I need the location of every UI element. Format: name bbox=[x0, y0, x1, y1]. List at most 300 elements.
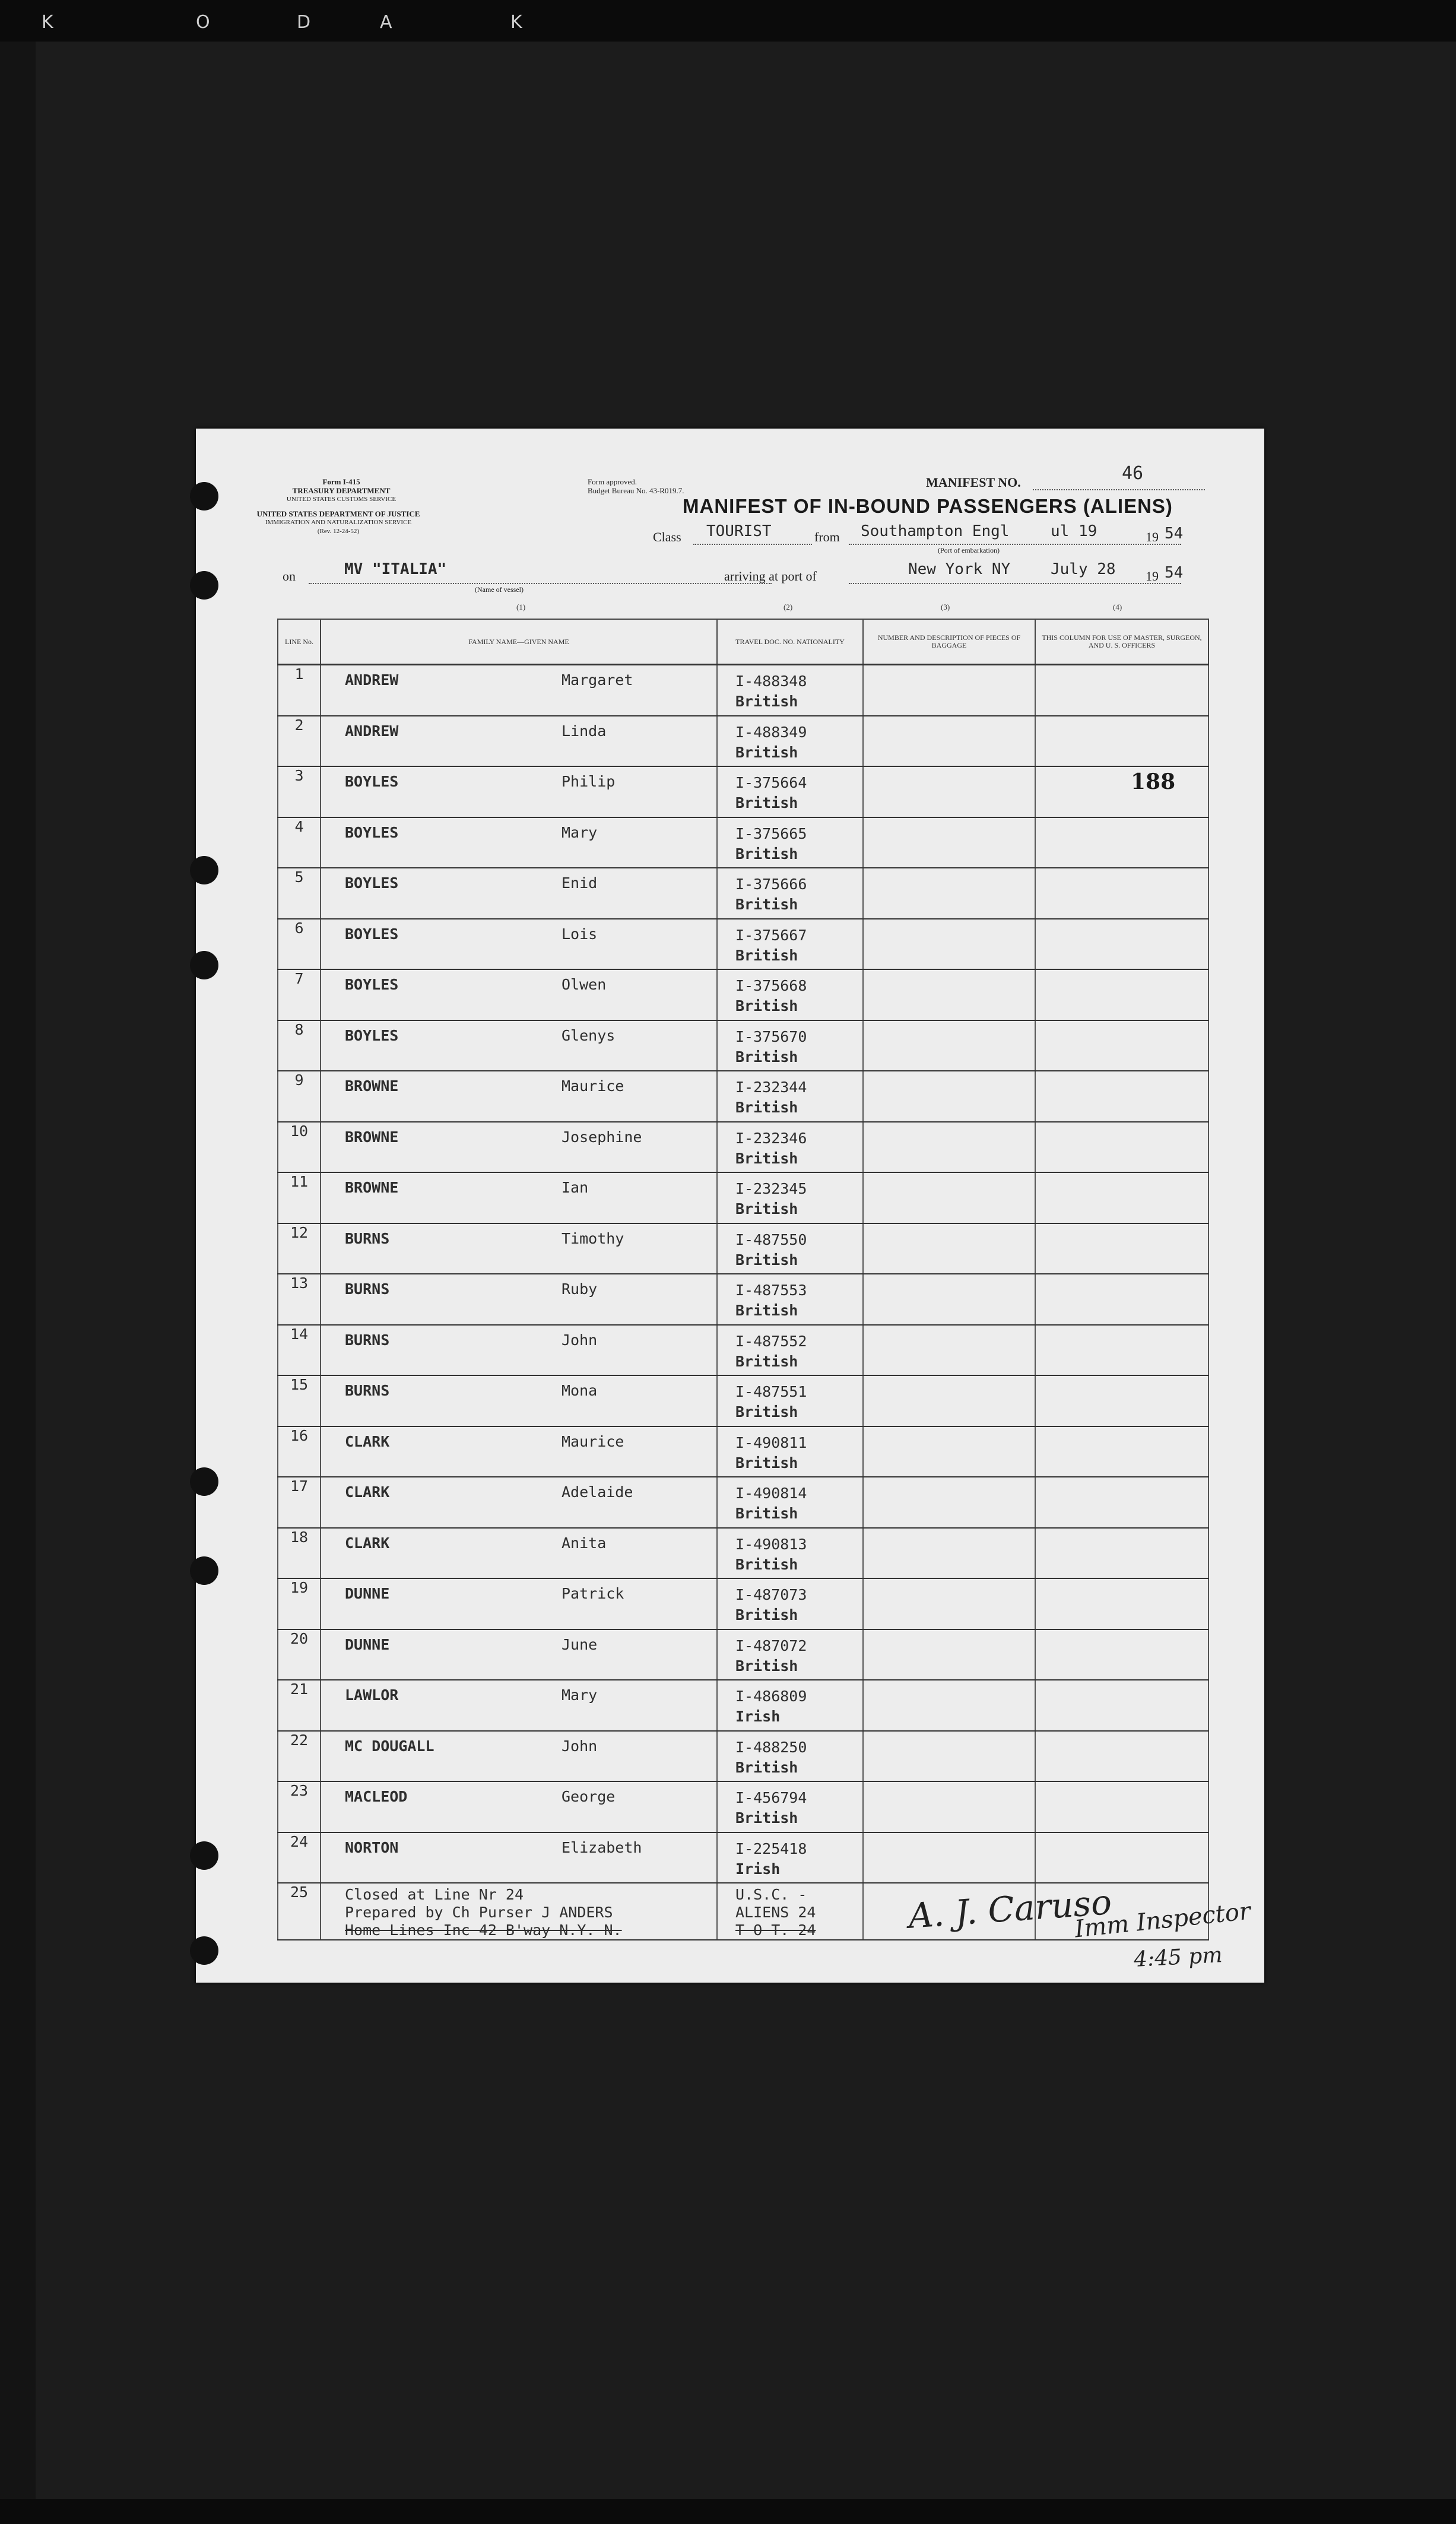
name-cell bbox=[321, 868, 717, 919]
line-number: 24 bbox=[278, 1832, 321, 1884]
travel-doc-no: I-487073 bbox=[735, 1586, 807, 1603]
table-row bbox=[278, 1426, 1208, 1477]
inspector-title: Imm Inspector bbox=[1073, 1897, 1252, 1943]
line-number: 11 bbox=[278, 1172, 321, 1223]
table-row bbox=[278, 716, 1208, 767]
given-name: Josephine bbox=[562, 1128, 642, 1146]
binder-hole bbox=[190, 482, 218, 510]
column-number: (1) bbox=[516, 603, 526, 611]
nationality: British bbox=[735, 743, 798, 761]
travel-doc-no: I-375664 bbox=[735, 774, 807, 791]
nationality: British bbox=[735, 794, 798, 811]
from-port: Southampton Engl bbox=[861, 522, 1010, 540]
line-number: 2 bbox=[278, 716, 321, 767]
officers-cell bbox=[1035, 1477, 1208, 1528]
officers-cell bbox=[1035, 1274, 1208, 1325]
travel-doc-no: I-375665 bbox=[735, 825, 807, 842]
name-cell bbox=[321, 1781, 717, 1832]
baggage-cell bbox=[863, 1274, 1035, 1325]
travel-doc-no: I-488250 bbox=[735, 1738, 807, 1756]
table-row bbox=[278, 1122, 1208, 1173]
doc-cell bbox=[717, 1223, 863, 1274]
baggage-cell bbox=[863, 665, 1035, 716]
table-row bbox=[278, 1274, 1208, 1325]
family-name: DUNNE bbox=[345, 1585, 390, 1602]
line-number: 3 bbox=[278, 766, 321, 817]
name-cell bbox=[321, 919, 717, 970]
table-row bbox=[278, 1832, 1208, 1884]
baggage-cell bbox=[863, 1781, 1035, 1832]
total-aliens: ALIENS 24 bbox=[735, 1904, 816, 1921]
from-date: ul 19 bbox=[1051, 522, 1097, 540]
officers-cell bbox=[1035, 1122, 1208, 1173]
family-name: BROWNE bbox=[345, 1077, 399, 1095]
family-name: BOYLES bbox=[345, 773, 399, 790]
total-usc: U.S.C. - bbox=[735, 1886, 807, 1903]
doc-cell bbox=[717, 1731, 863, 1782]
travel-doc-no: I-487550 bbox=[735, 1231, 807, 1248]
given-name: Philip bbox=[562, 773, 616, 790]
doc-cell bbox=[717, 1578, 863, 1629]
table-row bbox=[278, 1680, 1208, 1731]
arrival-port: New York NY bbox=[908, 560, 1011, 578]
travel-doc-no: I-375670 bbox=[735, 1028, 807, 1045]
baggage-cell bbox=[863, 1731, 1035, 1782]
class-line bbox=[693, 544, 812, 545]
nationality: Irish bbox=[735, 1860, 781, 1878]
doc-cell bbox=[717, 1020, 863, 1071]
family-name: BOYLES bbox=[345, 925, 399, 943]
line-number: 12 bbox=[278, 1223, 321, 1274]
family-name: CLARK bbox=[345, 1483, 390, 1501]
table-row bbox=[278, 969, 1208, 1020]
prepared-by: Prepared by Ch Purser J ANDERS bbox=[345, 1904, 613, 1921]
nationality: British bbox=[735, 997, 798, 1014]
film-mark: O bbox=[196, 12, 212, 33]
travel-doc-no: I-375668 bbox=[735, 977, 807, 994]
officers-cell bbox=[1035, 766, 1208, 817]
film-edge-bottom bbox=[0, 2499, 1456, 2524]
name-cell bbox=[321, 716, 717, 767]
class-value: TOURIST bbox=[706, 522, 772, 540]
doc-cell bbox=[717, 1477, 863, 1528]
name-cell bbox=[321, 1578, 717, 1629]
officers-cell bbox=[1035, 1781, 1208, 1832]
doc-cell bbox=[717, 817, 863, 868]
from-year-label: 19 bbox=[1146, 529, 1159, 544]
class-label: Class bbox=[653, 529, 681, 544]
nationality: British bbox=[735, 1200, 798, 1217]
nationality: Irish bbox=[735, 1708, 781, 1725]
doc-cell bbox=[717, 665, 863, 716]
table-row bbox=[278, 868, 1208, 919]
nationality: British bbox=[735, 1099, 798, 1116]
baggage-cell bbox=[863, 716, 1035, 767]
film-mark: A bbox=[380, 12, 395, 33]
family-name: BOYLES bbox=[345, 976, 399, 993]
line-number: 22 bbox=[278, 1731, 321, 1782]
travel-doc-no: I-375667 bbox=[735, 926, 807, 944]
nationality: British bbox=[735, 1302, 798, 1319]
officers-cell bbox=[1035, 1731, 1208, 1782]
travel-doc-no: I-375666 bbox=[735, 876, 807, 893]
name-cell bbox=[321, 1071, 717, 1122]
given-name: Timothy bbox=[562, 1229, 624, 1247]
doc-cell bbox=[717, 716, 863, 767]
nationality: British bbox=[735, 1555, 798, 1573]
from-line bbox=[849, 544, 1181, 545]
baggage-cell bbox=[863, 1325, 1035, 1376]
table-row bbox=[278, 817, 1208, 868]
nationality: British bbox=[735, 845, 798, 863]
travel-doc-no: I-487551 bbox=[735, 1383, 807, 1400]
form-approved: Form approved. bbox=[588, 477, 637, 486]
given-name: June bbox=[562, 1635, 598, 1653]
family-name: ANDREW bbox=[345, 722, 399, 740]
nationality: British bbox=[735, 1657, 798, 1675]
preparer-cell bbox=[321, 1883, 717, 1940]
line-number: 17 bbox=[278, 1477, 321, 1528]
table-row bbox=[278, 1578, 1208, 1629]
table-row bbox=[278, 665, 1208, 716]
name-cell bbox=[321, 1477, 717, 1528]
line-number: 13 bbox=[278, 1274, 321, 1325]
officers-cell bbox=[1035, 1020, 1208, 1071]
name-cell bbox=[321, 1223, 717, 1274]
travel-doc-no: I-488348 bbox=[735, 673, 807, 690]
nationality: British bbox=[735, 1505, 798, 1522]
film-border-left bbox=[0, 0, 36, 2524]
name-cell bbox=[321, 1426, 717, 1477]
travel-doc-no: I-490813 bbox=[735, 1535, 807, 1553]
baggage-cell bbox=[863, 868, 1035, 919]
name-cell bbox=[321, 1528, 717, 1579]
doc-cell bbox=[717, 1680, 863, 1731]
customs-service: UNITED STATES CUSTOMS SERVICE bbox=[286, 496, 396, 503]
table-row bbox=[278, 1223, 1208, 1274]
name-cell bbox=[321, 1172, 717, 1223]
travel-doc-no: I-490811 bbox=[735, 1434, 807, 1451]
family-name: BURNS bbox=[345, 1382, 390, 1399]
shipping-line: Home Lines Inc 42 B'way N.Y. N. bbox=[345, 1921, 622, 1939]
doc-cell bbox=[717, 1528, 863, 1579]
vessel-name: MV "ITALIA" bbox=[344, 560, 447, 578]
nationality: British bbox=[735, 946, 798, 964]
family-name: BROWNE bbox=[345, 1128, 399, 1146]
baggage-cell bbox=[863, 1629, 1035, 1680]
nationality: British bbox=[735, 1149, 798, 1167]
doc-cell bbox=[717, 1325, 863, 1376]
film-edge-top bbox=[0, 0, 1456, 42]
table-row bbox=[278, 1629, 1208, 1680]
travel-doc-no: I-232346 bbox=[735, 1129, 807, 1147]
family-name: CLARK bbox=[345, 1432, 390, 1450]
doc-cell bbox=[717, 1122, 863, 1173]
baggage-cell bbox=[863, 817, 1035, 868]
budget-bureau: Budget Bureau No. 43-R019.7. bbox=[588, 486, 684, 495]
port-caption: (Port of embarkation) bbox=[938, 546, 1000, 554]
treasury-department: TREASURY DEPARTMENT bbox=[292, 486, 391, 495]
given-name: Mary bbox=[562, 823, 598, 841]
given-name: Glenys bbox=[562, 1026, 616, 1044]
travel-doc-no: I-232344 bbox=[735, 1079, 807, 1096]
baggage-cell bbox=[863, 1426, 1035, 1477]
form-revision: (Rev. 12-24-52) bbox=[317, 528, 360, 535]
film-mark: K bbox=[42, 12, 56, 33]
officers-cell bbox=[1035, 1680, 1208, 1731]
given-name: Adelaide bbox=[562, 1483, 633, 1501]
officers-cell bbox=[1035, 1071, 1208, 1122]
officers-cell bbox=[1035, 817, 1208, 868]
name-cell bbox=[321, 1375, 717, 1426]
family-name: BURNS bbox=[345, 1280, 390, 1298]
binder-hole bbox=[190, 951, 218, 979]
travel-doc-no: I-456794 bbox=[735, 1789, 807, 1806]
col-header-name: FAMILY NAME—GIVEN NAME bbox=[321, 619, 717, 665]
total-tot: T O T. 24 bbox=[735, 1921, 816, 1939]
inspection-time: 4:45 pm bbox=[1133, 1943, 1223, 1972]
binder-hole bbox=[190, 1841, 218, 1870]
column-number: (4) bbox=[1113, 603, 1122, 611]
doc-cell bbox=[717, 1172, 863, 1223]
officers-cell bbox=[1035, 1325, 1208, 1376]
closed-at-line: Closed at Line Nr 24 bbox=[345, 1886, 524, 1903]
form-number: Form I-415 bbox=[322, 477, 360, 486]
given-name: Ruby bbox=[562, 1280, 598, 1298]
from-year-value: 54 bbox=[1165, 525, 1184, 543]
baggage-cell bbox=[863, 1528, 1035, 1579]
col-header-baggage: NUMBER AND DESCRIPTION OF PIECES OF BAGGAGE bbox=[863, 619, 1035, 665]
given-name: John bbox=[562, 1331, 598, 1349]
on-label: on bbox=[283, 569, 296, 584]
table-row bbox=[278, 1781, 1208, 1832]
table-row bbox=[278, 1325, 1208, 1376]
line-number: 20 bbox=[278, 1629, 321, 1680]
given-name: Enid bbox=[562, 874, 598, 892]
family-name: BOYLES bbox=[345, 874, 399, 892]
travel-doc-no: I-487552 bbox=[735, 1332, 807, 1350]
officers-cell bbox=[1035, 665, 1208, 716]
given-name: Ian bbox=[562, 1179, 589, 1196]
line-number: 7 bbox=[278, 969, 321, 1020]
line-number: 19 bbox=[278, 1578, 321, 1629]
vessel-caption: (Name of vessel) bbox=[475, 585, 524, 594]
table-row bbox=[278, 1172, 1208, 1223]
doc-cell bbox=[717, 868, 863, 919]
totals-cell bbox=[717, 1883, 863, 1940]
doc-cell bbox=[717, 1274, 863, 1325]
doc-cell bbox=[717, 919, 863, 970]
baggage-cell bbox=[863, 766, 1035, 817]
binder-hole bbox=[190, 571, 218, 600]
form-agency-block bbox=[267, 477, 415, 504]
line-number: 14 bbox=[278, 1325, 321, 1376]
officers-cell bbox=[1035, 919, 1208, 970]
table-row bbox=[278, 1375, 1208, 1426]
family-name: MC DOUGALL bbox=[345, 1737, 434, 1755]
nationality: British bbox=[735, 1048, 798, 1066]
doc-cell bbox=[717, 1071, 863, 1122]
baggage-cell bbox=[863, 1477, 1035, 1528]
nationality: British bbox=[735, 693, 798, 710]
baggage-cell bbox=[863, 1223, 1035, 1274]
film-mark: D bbox=[297, 12, 313, 33]
name-cell bbox=[321, 969, 717, 1020]
baggage-cell bbox=[863, 1071, 1035, 1122]
given-name: Elizabeth bbox=[562, 1838, 642, 1856]
table-row bbox=[278, 1071, 1208, 1122]
nationality: British bbox=[735, 1403, 798, 1420]
table-row bbox=[278, 919, 1208, 970]
doc-cell bbox=[717, 1781, 863, 1832]
given-name: Anita bbox=[562, 1534, 607, 1552]
col-header-doc: TRAVEL DOC. NO. NATIONALITY bbox=[717, 619, 863, 665]
given-name: Linda bbox=[562, 722, 607, 740]
officers-cell bbox=[1035, 1223, 1208, 1274]
line-number: 8 bbox=[278, 1020, 321, 1071]
line-number: 1 bbox=[278, 665, 321, 716]
binder-hole bbox=[190, 856, 218, 884]
line-number: 15 bbox=[278, 1375, 321, 1426]
travel-doc-no: I-486809 bbox=[735, 1688, 807, 1705]
given-name: Olwen bbox=[562, 976, 607, 993]
line-number: 9 bbox=[278, 1071, 321, 1122]
officers-cell bbox=[1035, 868, 1208, 919]
name-cell bbox=[321, 1325, 717, 1376]
col-header-officers: THIS COLUMN FOR USE OF MASTER, SURGEON, AND U. S. OFFICERS bbox=[1035, 619, 1208, 665]
arrival-year-label: 19 bbox=[1146, 569, 1159, 584]
nationality: British bbox=[735, 1809, 798, 1827]
binder-hole bbox=[190, 1556, 218, 1585]
line-number: 5 bbox=[278, 868, 321, 919]
column-number: (2) bbox=[783, 603, 793, 611]
passenger-table bbox=[277, 619, 1209, 1940]
line-number: 6 bbox=[278, 919, 321, 970]
travel-doc-no: I-487553 bbox=[735, 1282, 807, 1299]
given-name: Patrick bbox=[562, 1585, 624, 1602]
given-name: Mary bbox=[562, 1686, 598, 1704]
arriving-label: arriving at port of bbox=[724, 569, 817, 584]
given-name: Mona bbox=[562, 1382, 598, 1399]
officers-cell bbox=[1035, 1375, 1208, 1426]
family-name: NORTON bbox=[345, 1838, 399, 1856]
baggage-cell bbox=[863, 1578, 1035, 1629]
binder-hole bbox=[190, 1467, 218, 1496]
name-cell bbox=[321, 1680, 717, 1731]
given-name: John bbox=[562, 1737, 598, 1755]
name-cell bbox=[321, 766, 717, 817]
name-cell bbox=[321, 1629, 717, 1680]
officers-cell bbox=[1035, 969, 1208, 1020]
travel-doc-no: I-490814 bbox=[735, 1485, 807, 1502]
officers-cell bbox=[1035, 1172, 1208, 1223]
given-name: Lois bbox=[562, 925, 598, 943]
family-name: CLARK bbox=[345, 1534, 390, 1552]
from-label: from bbox=[814, 529, 840, 544]
line-number: 10 bbox=[278, 1122, 321, 1173]
table-row bbox=[278, 1020, 1208, 1071]
line-number: 25 bbox=[278, 1883, 321, 1940]
doc-cell bbox=[717, 1426, 863, 1477]
table-row bbox=[278, 1477, 1208, 1528]
baggage-cell bbox=[863, 1680, 1035, 1731]
inspector-signature: A. J. Caruso bbox=[907, 1882, 1114, 1936]
nationality: British bbox=[735, 1352, 798, 1370]
officers-cell bbox=[1035, 1629, 1208, 1680]
given-name: Maurice bbox=[562, 1077, 624, 1095]
column-number: (3) bbox=[941, 603, 950, 611]
name-cell bbox=[321, 1832, 717, 1884]
film-mark: K bbox=[510, 12, 525, 33]
given-name: Margaret bbox=[562, 671, 633, 689]
manifest-no-line bbox=[1033, 489, 1205, 490]
table-header-row bbox=[278, 619, 1208, 665]
family-name: MACLEOD bbox=[345, 1788, 408, 1805]
doc-cell bbox=[717, 1832, 863, 1884]
doc-cell bbox=[717, 1629, 863, 1680]
baggage-cell bbox=[863, 1020, 1035, 1071]
name-cell bbox=[321, 665, 717, 716]
travel-doc-no: I-487072 bbox=[735, 1637, 807, 1654]
family-name: BURNS bbox=[345, 1331, 390, 1349]
name-cell bbox=[321, 1122, 717, 1173]
officers-cell bbox=[1035, 1426, 1208, 1477]
baggage-cell bbox=[863, 919, 1035, 970]
nationality: British bbox=[735, 1454, 798, 1472]
manifest-no-value: 46 bbox=[1122, 463, 1144, 484]
given-name: Maurice bbox=[562, 1432, 624, 1450]
baggage-cell bbox=[863, 969, 1035, 1020]
justice-block bbox=[243, 509, 433, 536]
officer-note: 188 bbox=[1131, 769, 1176, 794]
officers-cell bbox=[1035, 716, 1208, 767]
family-name: BURNS bbox=[345, 1229, 390, 1247]
baggage-cell bbox=[863, 1832, 1035, 1884]
line-number: 21 bbox=[278, 1680, 321, 1731]
col-header-line: LINE No. bbox=[278, 619, 321, 665]
arrival-line bbox=[849, 583, 1181, 584]
arrival-year-value: 54 bbox=[1165, 564, 1184, 582]
name-cell bbox=[321, 1731, 717, 1782]
arrival-date: July 28 bbox=[1051, 560, 1116, 578]
doc-cell bbox=[717, 766, 863, 817]
line-number: 18 bbox=[278, 1528, 321, 1579]
name-cell bbox=[321, 1274, 717, 1325]
baggage-cell bbox=[863, 1122, 1035, 1173]
family-name: BOYLES bbox=[345, 823, 399, 841]
manifest-title: MANIFEST OF IN-BOUND PASSENGERS (ALIENS) bbox=[683, 495, 1173, 517]
name-cell bbox=[321, 1020, 717, 1071]
family-name: LAWLOR bbox=[345, 1686, 399, 1704]
officers-cell bbox=[1035, 1528, 1208, 1579]
nationality: British bbox=[735, 1251, 798, 1269]
travel-doc-no: I-488349 bbox=[735, 723, 807, 741]
binder-hole bbox=[190, 1936, 218, 1965]
line-number: 4 bbox=[278, 817, 321, 868]
nationality: British bbox=[735, 1758, 798, 1776]
manifest-page bbox=[196, 429, 1264, 1983]
travel-doc-no: I-232345 bbox=[735, 1180, 807, 1197]
manifest-no-label: MANIFEST NO. bbox=[926, 475, 1021, 490]
approval-block bbox=[588, 477, 736, 495]
line-number: 16 bbox=[278, 1426, 321, 1477]
vessel-line bbox=[309, 583, 772, 584]
table-row bbox=[278, 1528, 1208, 1579]
officers-cell bbox=[1035, 1832, 1208, 1884]
family-name: DUNNE bbox=[345, 1635, 390, 1653]
doc-cell bbox=[717, 1375, 863, 1426]
doc-cell bbox=[717, 969, 863, 1020]
